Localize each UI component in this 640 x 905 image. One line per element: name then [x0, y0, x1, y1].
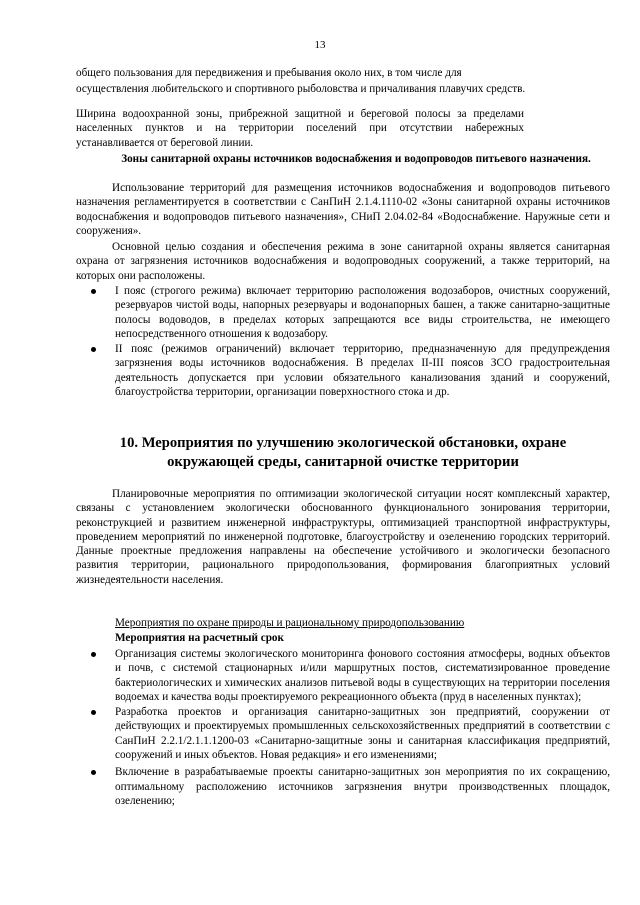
- measures-list: [76, 647, 610, 808]
- list-item: [76, 765, 610, 808]
- sanitary-belt-list: [76, 284, 610, 399]
- chapter-intro-paragraph: Планировочные мероприятия по оптимизации экологической ситуации носят комплексный характер, связаны с установлением экологически обоснованного функционального зонирования территории, реконструкцией и развитием инженерной инфраструктуры, оптимизацией транспортной инфраструктуры, проведением мероприятий по инженерной подготовке, благоустройству и озеленению городских территорий. Данные проектные предложения направлены на обеспечение устойчивого и экологически безопасного развития территории, рационального природопользования, формирования благоприятных условий жизнедеятельности населения.: [76, 488, 610, 586]
- list-item-text: Разработка проектов и организация санитарно-защитных зон предприятий, сооружении от действующих и проектируемых промышленных сельскохозяйственных предприятий в соответствии с СанПиН 2.2.1/2.1.1.1200-03 «Санитарно-защитные зоны и санитарная классификация предприятий, сооружений и иных объектов. Новая редакция» и его изменениями;: [115, 706, 610, 762]
- measures-heading: Мероприятия по охране природы и рациональному природопользованию: [115, 617, 465, 629]
- list-item-text: Организация системы экологического мониторинга фонового состояния атмосферы, водных объектов и почв, с системой стационарных и/или маршрутных постов, систематизированное проведение бактериологических и химических анализов питьевой воды в существующих на территории поселения водоемах и качества воды проектируемого рекреационного объекта (пруд в населенных пунктах);: [115, 648, 610, 703]
- term-heading: Мероприятия на расчетный срок: [115, 632, 284, 644]
- sanitary-paragraph-2: Основной целью создания и обеспечения режима в зоне санитарной охраны является санитарная охрана от загрязнения источников водоснабжения и водопроводных сооружений, а также территорий, на которых они расположены.: [76, 241, 610, 282]
- list-item: [76, 342, 610, 399]
- list-item: [76, 647, 610, 704]
- list-item-text: I пояс (строгого режима) включает территорию расположения водозаборов, очистных сооружений, резервуаров чистой воды, напорных резервуары и водонапорных башен, а также санитарно-защитные полосы водоводов, в пределах которых запрещаются все виды строительства, не имеющего непосредственного отношения к водозабору.: [115, 285, 610, 340]
- page-number: 13: [314, 39, 326, 51]
- bullet-icon: [91, 652, 96, 657]
- bullet-icon: [91, 710, 96, 715]
- list-item-text: II пояс (режимов ограничений) включает территорию, предназначенную для предупреждения загрязнения воды источников водоснабжения. В пределах II-III поясов ЗСО градостроительная деятельность допускается при условии обязательного канализования зданий и сооружений, благоустройства территории, организации поверхностного стока и др.: [115, 343, 610, 399]
- list-item: [76, 705, 610, 762]
- bullet-icon: [91, 770, 96, 775]
- intro-line-1: общего пользования для передвижения и пребывания около них, в том числе для: [76, 67, 462, 79]
- sanitary-paragraph-1: Использование территорий для размещения источников водоснабжения и водопроводов питьевого назначения регламентируется в соответствии с СанПиН 2.1.4.1110-02 «Зоны санитарной охраны источников водоснабжения и водопроводов питьевого назначения», СНиП 2.04.02-84 «Водоснабжение. Наружные сети и сооружения».: [76, 182, 610, 237]
- bullet-icon: [91, 289, 96, 294]
- chapter-title: 10. Мероприятия по улучшению экологической обстановки, охране окружающей среды, санитарной очистке территории: [119, 435, 567, 470]
- sanitary-zone-heading: Зоны санитарной охраны источников водоснабжения и водопроводов питьевого назначения.: [121, 153, 591, 165]
- bullet-icon: [91, 347, 96, 352]
- intro-line-2: осуществления любительского и спортивного рыболовства и причаливания плавучих средств.: [76, 83, 526, 95]
- width-note-paragraph: Ширина водоохранной зоны, прибрежной защитной и береговой полосы за пределами населенных пунктов и на территории поселений при отсутствии набережных устанавливается от береговой линии.: [76, 108, 524, 149]
- list-item-text: Включение в разрабатываемые проекты санитарно-защитных зон мероприятия по их сокращению, оптимальному расположению источников загрязнения внутри производственных площадок, озеленению;: [115, 766, 610, 807]
- list-item: [76, 284, 610, 341]
